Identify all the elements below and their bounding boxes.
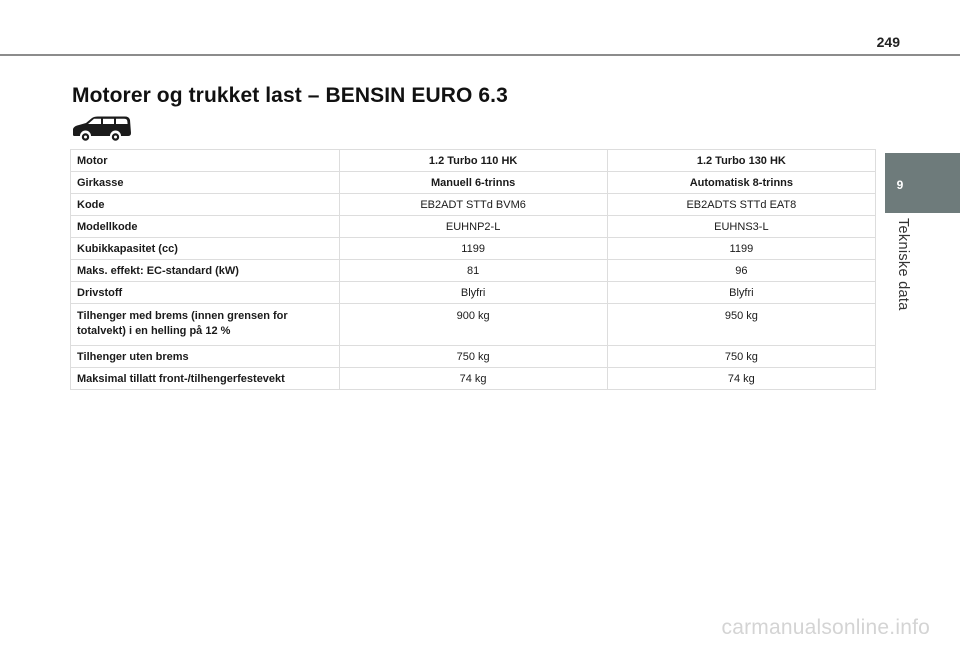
row-value: 900 kg	[339, 304, 607, 346]
van-icon	[70, 114, 134, 149]
table-row	[71, 282, 876, 304]
row-value: Blyfri	[607, 282, 875, 304]
watermark: carmanualsonline.info	[721, 616, 930, 639]
row-value: EB2ADTS STTd EAT8	[607, 194, 875, 216]
header-label: Motor	[71, 150, 340, 172]
row-label: Girkasse	[71, 172, 340, 194]
table-row	[71, 346, 876, 368]
row-label: Maksimal tillatt front-/tilhengerfestevekt	[71, 368, 340, 390]
page-title: Motorer og trukket last – BENSIN EURO 6.3	[72, 84, 508, 107]
row-label: Tilhenger uten brems	[71, 346, 340, 368]
table-row	[71, 172, 876, 194]
section-tab-label: Tekniske data	[895, 218, 911, 311]
row-value: 950 kg	[607, 304, 875, 346]
row-label: Drivstoff	[71, 282, 340, 304]
row-label-line: Tilhenger med brems (innen grensen for	[77, 310, 288, 322]
header-engine-130: 1.2 Turbo 130 HK	[607, 150, 875, 172]
row-value: EB2ADT STTd BVM6	[339, 194, 607, 216]
row-label: Kubikkapasitet (cc)	[71, 238, 340, 260]
engine-specs-table	[70, 149, 876, 390]
header-engine-110: 1.2 Turbo 110 HK	[339, 150, 607, 172]
row-label: Maks. effekt: EC-standard (kW)	[71, 260, 340, 282]
table-header-row	[71, 150, 876, 172]
table-row	[71, 304, 876, 346]
row-label: Kode	[71, 194, 340, 216]
row-label	[71, 304, 340, 346]
table-row	[71, 194, 876, 216]
row-value: 74 kg	[607, 368, 875, 390]
row-value: 1199	[339, 238, 607, 260]
row-value: Blyfri	[339, 282, 607, 304]
row-value: 96	[607, 260, 875, 282]
page-number: 249	[876, 34, 900, 50]
top-rule	[0, 54, 960, 56]
row-value: EUHNS3-L	[607, 216, 875, 238]
row-value: 750 kg	[607, 346, 875, 368]
table-row	[71, 368, 876, 390]
table-row	[71, 238, 876, 260]
row-label: Modellkode	[71, 216, 340, 238]
row-value: 74 kg	[339, 368, 607, 390]
table-row	[71, 260, 876, 282]
row-label-line: totalvekt) i en helling på 12 %	[77, 325, 231, 337]
row-value: 750 kg	[339, 346, 607, 368]
row-value: Manuell 6-trinns	[339, 172, 607, 194]
row-value: Automatisk 8-trinns	[607, 172, 875, 194]
table-row	[71, 216, 876, 238]
row-value: EUHNP2-L	[339, 216, 607, 238]
row-value: 1199	[607, 238, 875, 260]
row-value: 81	[339, 260, 607, 282]
section-tab-number: 9	[896, 178, 904, 192]
